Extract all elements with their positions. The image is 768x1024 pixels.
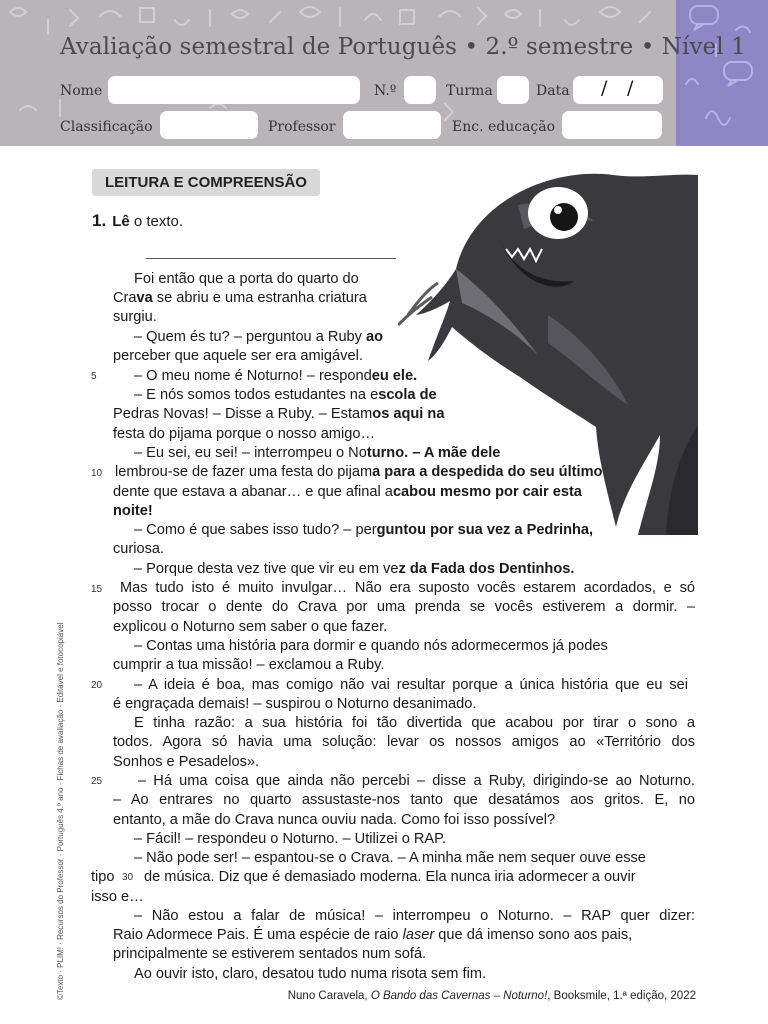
text-segment: guntou por sua vez a Pedrinha,: [376, 522, 594, 538]
professor-field[interactable]: [343, 111, 441, 139]
text-line: [134, 367, 417, 386]
text-line: festa do pijama porque o nosso amigo…: [113, 426, 376, 442]
text-line: tipo: [91, 869, 115, 885]
source-prefix: Nuno Caravela,: [287, 990, 371, 1002]
text-line: [134, 386, 437, 405]
classificacao-field[interactable]: [160, 111, 258, 139]
text-segment: ao: [366, 329, 384, 345]
text-line: – Há uma coisa que ainda não percebi – disse a Ruby, dirigindo-se ao Noturno.: [138, 773, 695, 789]
text-line: – Fácil! – respondeu o Noturno. – Utilizei o RAP.: [134, 831, 447, 847]
text-line: todos. Agora só havia uma solução: levar os nossos amigos ao «Território dos: [113, 734, 695, 750]
text-segment: Pedras Novas! – Disse a Ruby. – Estam: [113, 406, 373, 422]
text-segment: a para a despedida do seu último: [372, 464, 603, 480]
page-title: Avaliação semestral de Português • 2.º semestre • Nível 1: [60, 34, 746, 60]
text-line: isso e…: [91, 889, 144, 905]
text-segment: – E nós somos todos estudantes na e: [134, 387, 379, 403]
text-segment: – O meu nome é Noturno! – respond: [134, 368, 372, 384]
line-number: 30: [122, 872, 134, 883]
text-line: – Contas uma história para dormir e quando nós adormecermos já podes: [134, 638, 608, 654]
text-segment: – Eu sei, eu sei! – interrompeu o No: [134, 445, 367, 461]
enc-educacao-field[interactable]: [562, 111, 662, 139]
line-number: 5: [91, 371, 97, 382]
text-line: [134, 328, 383, 347]
text-line: noite!: [113, 503, 153, 519]
text-line: posso trocar o dente do Crava por uma prenda se vocês estiverem a dormir. –: [113, 599, 695, 615]
text-line: explicou o Noturno sem saber o que fazer.: [113, 619, 388, 635]
text-line: [113, 926, 632, 945]
text-line: [115, 463, 602, 482]
text-segment: que dá imenso sono aos pais,: [434, 927, 633, 943]
text-line: Sonhos e Pesadelos».: [113, 754, 260, 770]
text-line: Mas tudo isto é muito invulgar… Não era suposto vocês estarem acordados, e só: [120, 580, 695, 596]
text-line: [134, 444, 500, 463]
nome-field[interactable]: [108, 76, 360, 104]
source-suffix: , Booksmile, 1.ª edição, 2022: [547, 990, 696, 1002]
text-line: Foi então que a porta do quarto do: [134, 271, 359, 287]
text-line: [113, 483, 582, 502]
turma-label: Turma: [446, 83, 493, 99]
text-segment: scola de: [378, 387, 437, 403]
side-credit: ©Texto · PLIM! · Recursos do Professor · Português 4.º ano · Fichas de avaliação · Editável e fotocopiável: [56, 622, 65, 1000]
date-separator: /: [601, 77, 608, 99]
text-line: [113, 289, 367, 308]
text-segment: laser: [402, 927, 435, 943]
question-1: [92, 211, 183, 231]
side-color-band: [676, 0, 768, 146]
header-band: [0, 0, 768, 146]
text-line: E tinha razão: a sua história foi tão divertida que acabou por tirar o sono a: [134, 715, 695, 731]
text-line: [134, 560, 574, 579]
text-line: Ao ouvir isto, claro, desatou tudo numa risota sem fim.: [134, 966, 487, 982]
data-label: Data: [536, 83, 570, 99]
divider-line: [146, 258, 396, 259]
professor-label: Professor: [268, 119, 336, 135]
text-line: de música. Diz que é demasiado moderna. Ela nunca iria adormecer a ouvir: [144, 869, 636, 885]
text-segment: cabou mesmo por cair esta: [392, 484, 582, 500]
source-citation: [288, 990, 696, 1002]
text-segment: lembrou-se de fazer uma festa do pijam: [115, 464, 373, 480]
text-segment: – Porque desta vez tive que vir eu em ve: [134, 561, 399, 577]
line-number: 10: [91, 468, 103, 479]
text-line: cumprir a tua missão! – exclamou a Ruby.: [113, 657, 385, 673]
question-verb: Lê: [112, 213, 130, 230]
text-line: [113, 405, 444, 424]
numero-field[interactable]: [404, 76, 436, 104]
text-line: principalmente se estiverem sentados num sofá.: [113, 946, 427, 962]
text-segment: os aqui na: [372, 406, 445, 422]
date-separator: /: [627, 77, 634, 99]
text-segment: Cra: [113, 290, 137, 306]
text-segment: va: [136, 290, 153, 306]
source-work: O Bando das Cavernas – Noturno!: [370, 990, 548, 1002]
numero-label: N.º: [374, 83, 397, 99]
nome-label: Nome: [60, 83, 103, 99]
speech-bubble-doodles: [676, 0, 768, 146]
text-line: surgiu.: [113, 309, 157, 325]
text-line: é engraçada demais! – suspirou o Noturno desanimado.: [113, 696, 477, 712]
text-line: – Não estou a falar de música! – interrompeu o Noturno. – RAP quer dizer:: [134, 908, 695, 924]
text-segment: turno. – A mãe dele: [366, 445, 501, 461]
line-number: 15: [91, 584, 103, 595]
line-number: 20: [91, 680, 103, 691]
text-segment: – Como é que sabes isso tudo? – per: [134, 522, 377, 538]
line-number: 25: [91, 776, 103, 787]
text-line: – A ideia é boa, mas comigo não vai resultar porque a única história que eu sei: [134, 677, 688, 693]
text-segment: Raio Adormece Pais. É uma espécie de raio: [113, 927, 403, 943]
question-number: 1.: [92, 211, 107, 230]
enc-educacao-label: Enc. educação: [452, 119, 556, 135]
text-segment: z da Fada dos Dentinhos.: [398, 561, 575, 577]
text-segment: dente que estava a abanar… e que afinal a: [113, 484, 393, 500]
turma-field[interactable]: [497, 76, 529, 104]
text-line: – Não pode ser! – espantou-se o Crava. – A minha mãe nem sequer ouve esse: [134, 850, 646, 866]
text-line: entanto, a mãe do Crava nunca ouviu nada. Como foi isso possível?: [113, 812, 556, 828]
question-text: o texto.: [129, 213, 184, 230]
text-line: curiosa.: [113, 541, 165, 557]
text-segment: eu ele.: [371, 368, 418, 384]
text-line: perceber que aquele ser era amigável.: [113, 348, 363, 364]
section-title: LEITURA E COMPREENSÃO: [92, 169, 320, 196]
data-field[interactable]: [573, 76, 663, 104]
text-segment: se abriu e uma estranha criatura: [152, 290, 367, 306]
text-line: – Ao entrares no quarto assustaste-nos tanto que desatámos aos gritos. E, no: [113, 792, 695, 808]
classificacao-label: Classificação: [60, 119, 153, 135]
text-line: [134, 521, 593, 540]
text-segment: – Quem és tu? – perguntou a Ruby: [134, 329, 367, 345]
